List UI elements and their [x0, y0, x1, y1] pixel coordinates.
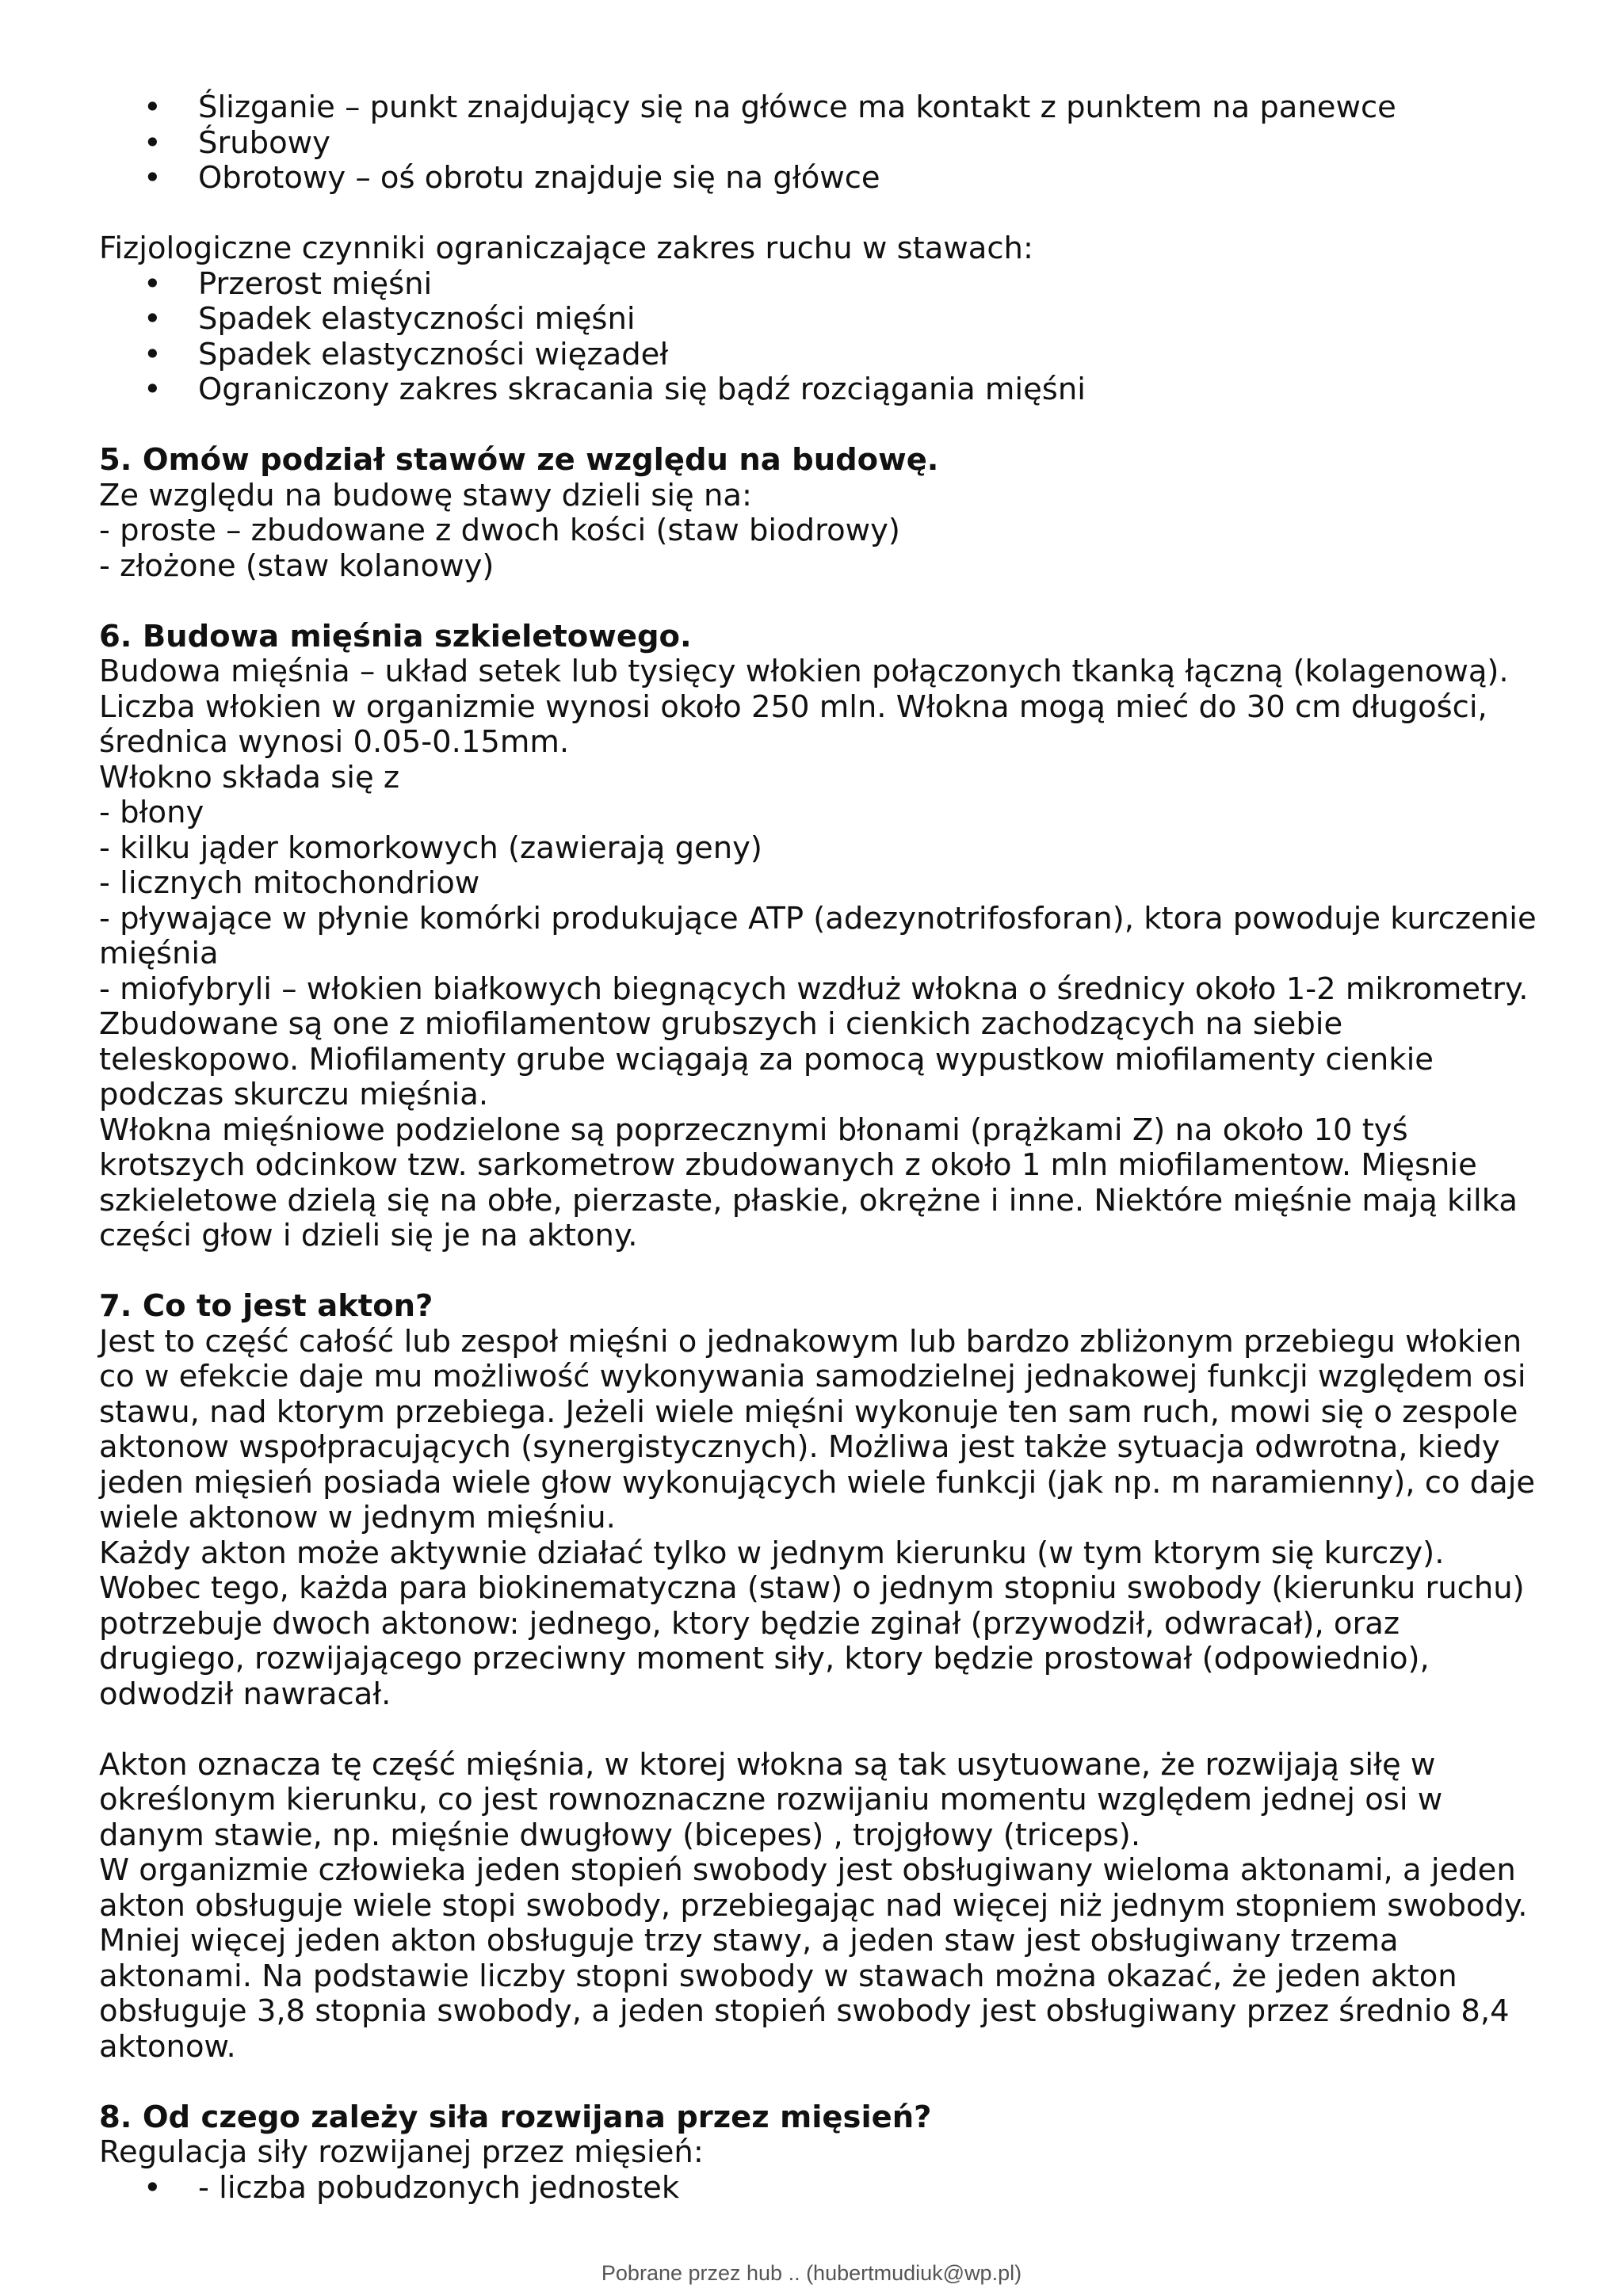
text-line: danym stawie, np. mięśnie dwugłowy (bicepes) , trojgłowy (triceps).: [99, 1817, 1141, 1853]
text-line: Wobec tego, każda para biokinematyczna (staw) o jednym stopniu swobody (kierunku ruchu): [99, 1570, 1525, 1606]
text-line: podczas skurczu mięśnia.: [99, 1077, 489, 1112]
list-item: • Przerost mięśni: [99, 267, 1557, 303]
text-line: jeden mięsień posiada wiele głow wykonujących wiele funkcji (jak np. m naramienny), co daje: [99, 1464, 1536, 1501]
spacer: [99, 196, 1557, 232]
text-line: teleskopowo. Miofilamenty grube wciągają za pomocą wypustkow miofilamenty cienkie: [99, 1041, 1434, 1077]
list-item: • Spadek elastyczności więzadeł: [99, 338, 1557, 373]
document-page: [99, 90, 1557, 2206]
text-line: Ze względu na budowę stawy dzieli się na:: [99, 477, 752, 513]
text-line: obsługuje 3,8 stopnia swobody, a jeden stopień swobody jest obsługiwany przez średnio 8,4: [99, 1993, 1510, 2029]
text-line: określonym kierunku, co jest rownoznaczne rozwijaniu momentu względem jednej osi w: [99, 1782, 1443, 1817]
text-line: szkieletowe dzielą się na obłe, pierzaste, płaskie, okrężne i inne. Niektóre mięśnie mają kilka: [99, 1182, 1518, 1219]
text-line: średnica wynosi 0.05-0.15mm.: [99, 724, 570, 760]
text-line: aktonami. Na podstawie liczby stopni swobody w stawach można okazać, że jeden akton: [99, 1958, 1457, 1994]
text-line: Liczba włokien w organizmie wynosi około 250 mln. Włokna mogą mieć do 30 cm długości,: [99, 688, 1487, 725]
list-item: • Śrubowy: [99, 126, 1557, 162]
text-line: Akton oznacza tę część mięśnia, w ktorej włokna są tak usytuowane, że rozwijają siłę w: [99, 1746, 1436, 1783]
text-line: stawu, nad ktorym przebiega. Jeżeli wiele mięśni wykonuje ten sam ruch, mowi się o zespole: [99, 1394, 1518, 1430]
text-line: Włokno składa się z: [99, 759, 400, 795]
text-line: - złożone (staw kolanowy): [99, 547, 495, 584]
page-footer: Pobrane przez hub .. (hubertmudiuk@wp.pl): [601, 2261, 1022, 2285]
text-line: - miofybryli – włokien białkowych biegnących wzdłuż włokna o średnicy około 1-2 mikrometry.: [99, 971, 1529, 1007]
text-line: Regulacja siły rozwijanej przez mięsień:: [99, 2134, 704, 2170]
text-line: krotszych odcinkow tzw. sarkometrow zbudowanych z około 1 mln miofilamentow. Mięsnie: [99, 1147, 1477, 1183]
spacer: [99, 1254, 1557, 1290]
text-line: Włokna mięśniowe podzielone są poprzecznymi błonami (prążkami Z) na około 10 tyś: [99, 1112, 1408, 1148]
text-line: co w efekcie daje mu możliwość wykonywania samodzielnej jednakowej funkcji względem osi: [99, 1359, 1526, 1394]
list-item: • Spadek elastyczności mięśni: [99, 302, 1557, 338]
spacer: [99, 584, 1557, 620]
text-line: wiele aktonow w jednym mięśniu.: [99, 1500, 616, 1535]
text-line: aktonow.: [99, 2028, 236, 2065]
text-line: Zbudowane są one z miofilamentow grubszych i cienkich zachodzących na siebie: [99, 1006, 1343, 1042]
text-line: Jest to część całość lub zespoł mięśni o jednakowym lub bardzo zbliżonym przebiegu włokien: [99, 1323, 1522, 1360]
text-line: - pływające w płynie komórki produkujące ATP (adezynotrifosforan), ktora powoduje kurczenie: [99, 900, 1537, 936]
text-line: części głow i dzieli się je na aktony.: [99, 1218, 638, 1253]
text-line: Każdy akton może aktywnie działać tylko w jednym kierunku (w tym ktorym się kurczy).: [99, 1535, 1445, 1571]
text-line: aktonow wspołpracujących (synergistycznych). Możliwa jest także sytuacja odwrotna, kiedy: [99, 1429, 1500, 1465]
section-7-heading: 7. Co to jest akton?: [99, 1288, 433, 1324]
factors-title: Fizjologiczne czynniki ograniczające zakres ruchu w stawach:: [99, 231, 1033, 266]
text-line: Mniej więcej jeden akton obsługuje trzy stawy, a jeden staw jest obsługiwany trzema: [99, 1923, 1399, 1958]
spacer: [99, 408, 1557, 444]
list-item: • Ograniczony zakres skracania się bądź rozciągania mięśni: [99, 372, 1557, 408]
text-line: - proste – zbudowane z dwoch kości (staw biodrowy): [99, 513, 900, 548]
list-item: • Ślizganie – punkt znajdujący się na główce ma kontakt z punktem na panewce: [99, 90, 1557, 126]
motion-list: [99, 90, 1557, 196]
spacer: [99, 2065, 1557, 2100]
text-line: - kilku jąder komorkowych (zawierają geny): [99, 830, 762, 866]
text-line: potrzebuje dwoch aktonow: jednego, ktory będzie zginał (przywodził, odwracał), oraz: [99, 1605, 1400, 1642]
list-item: • - liczba pobudzonych jednostek: [99, 2171, 1557, 2206]
text-line: - licznych mitochondriow: [99, 865, 480, 901]
section-8-heading: 8. Od czego zależy siła rozwijana przez mięsień?: [99, 2099, 932, 2135]
spacer: [99, 1712, 1557, 1748]
text-line: odwodził nawracał.: [99, 1676, 391, 1712]
text-line: - błony: [99, 795, 204, 830]
text-line: akton obsługuje wiele stopi swobody, przebiegając nad więcej niż jednym stopniem swobody.: [99, 1887, 1528, 1924]
section-5-heading: 5. Omów podział stawów ze względu na budowę.: [99, 442, 939, 478]
text-line: Budowa mięśnia – układ setek lub tysięcy włokien połączonych tkanką łączną (kolagenową).: [99, 654, 1509, 689]
text-line: mięśnia: [99, 936, 219, 971]
force-list: [99, 2171, 1557, 2206]
text-line: drugiego, rozwijającego przeciwny moment siły, ktory będzie prostował (odpowiednio),: [99, 1641, 1430, 1676]
factors-list: [99, 267, 1557, 408]
text-line: W organizmie człowieka jeden stopień swobody jest obsługiwany wieloma aktonami, a jeden: [99, 1852, 1516, 1888]
list-item: • Obrotowy – oś obrotu znajduje się na główce: [99, 161, 1557, 196]
section-6-heading: 6. Budowa mięśnia szkieletowego.: [99, 618, 692, 654]
